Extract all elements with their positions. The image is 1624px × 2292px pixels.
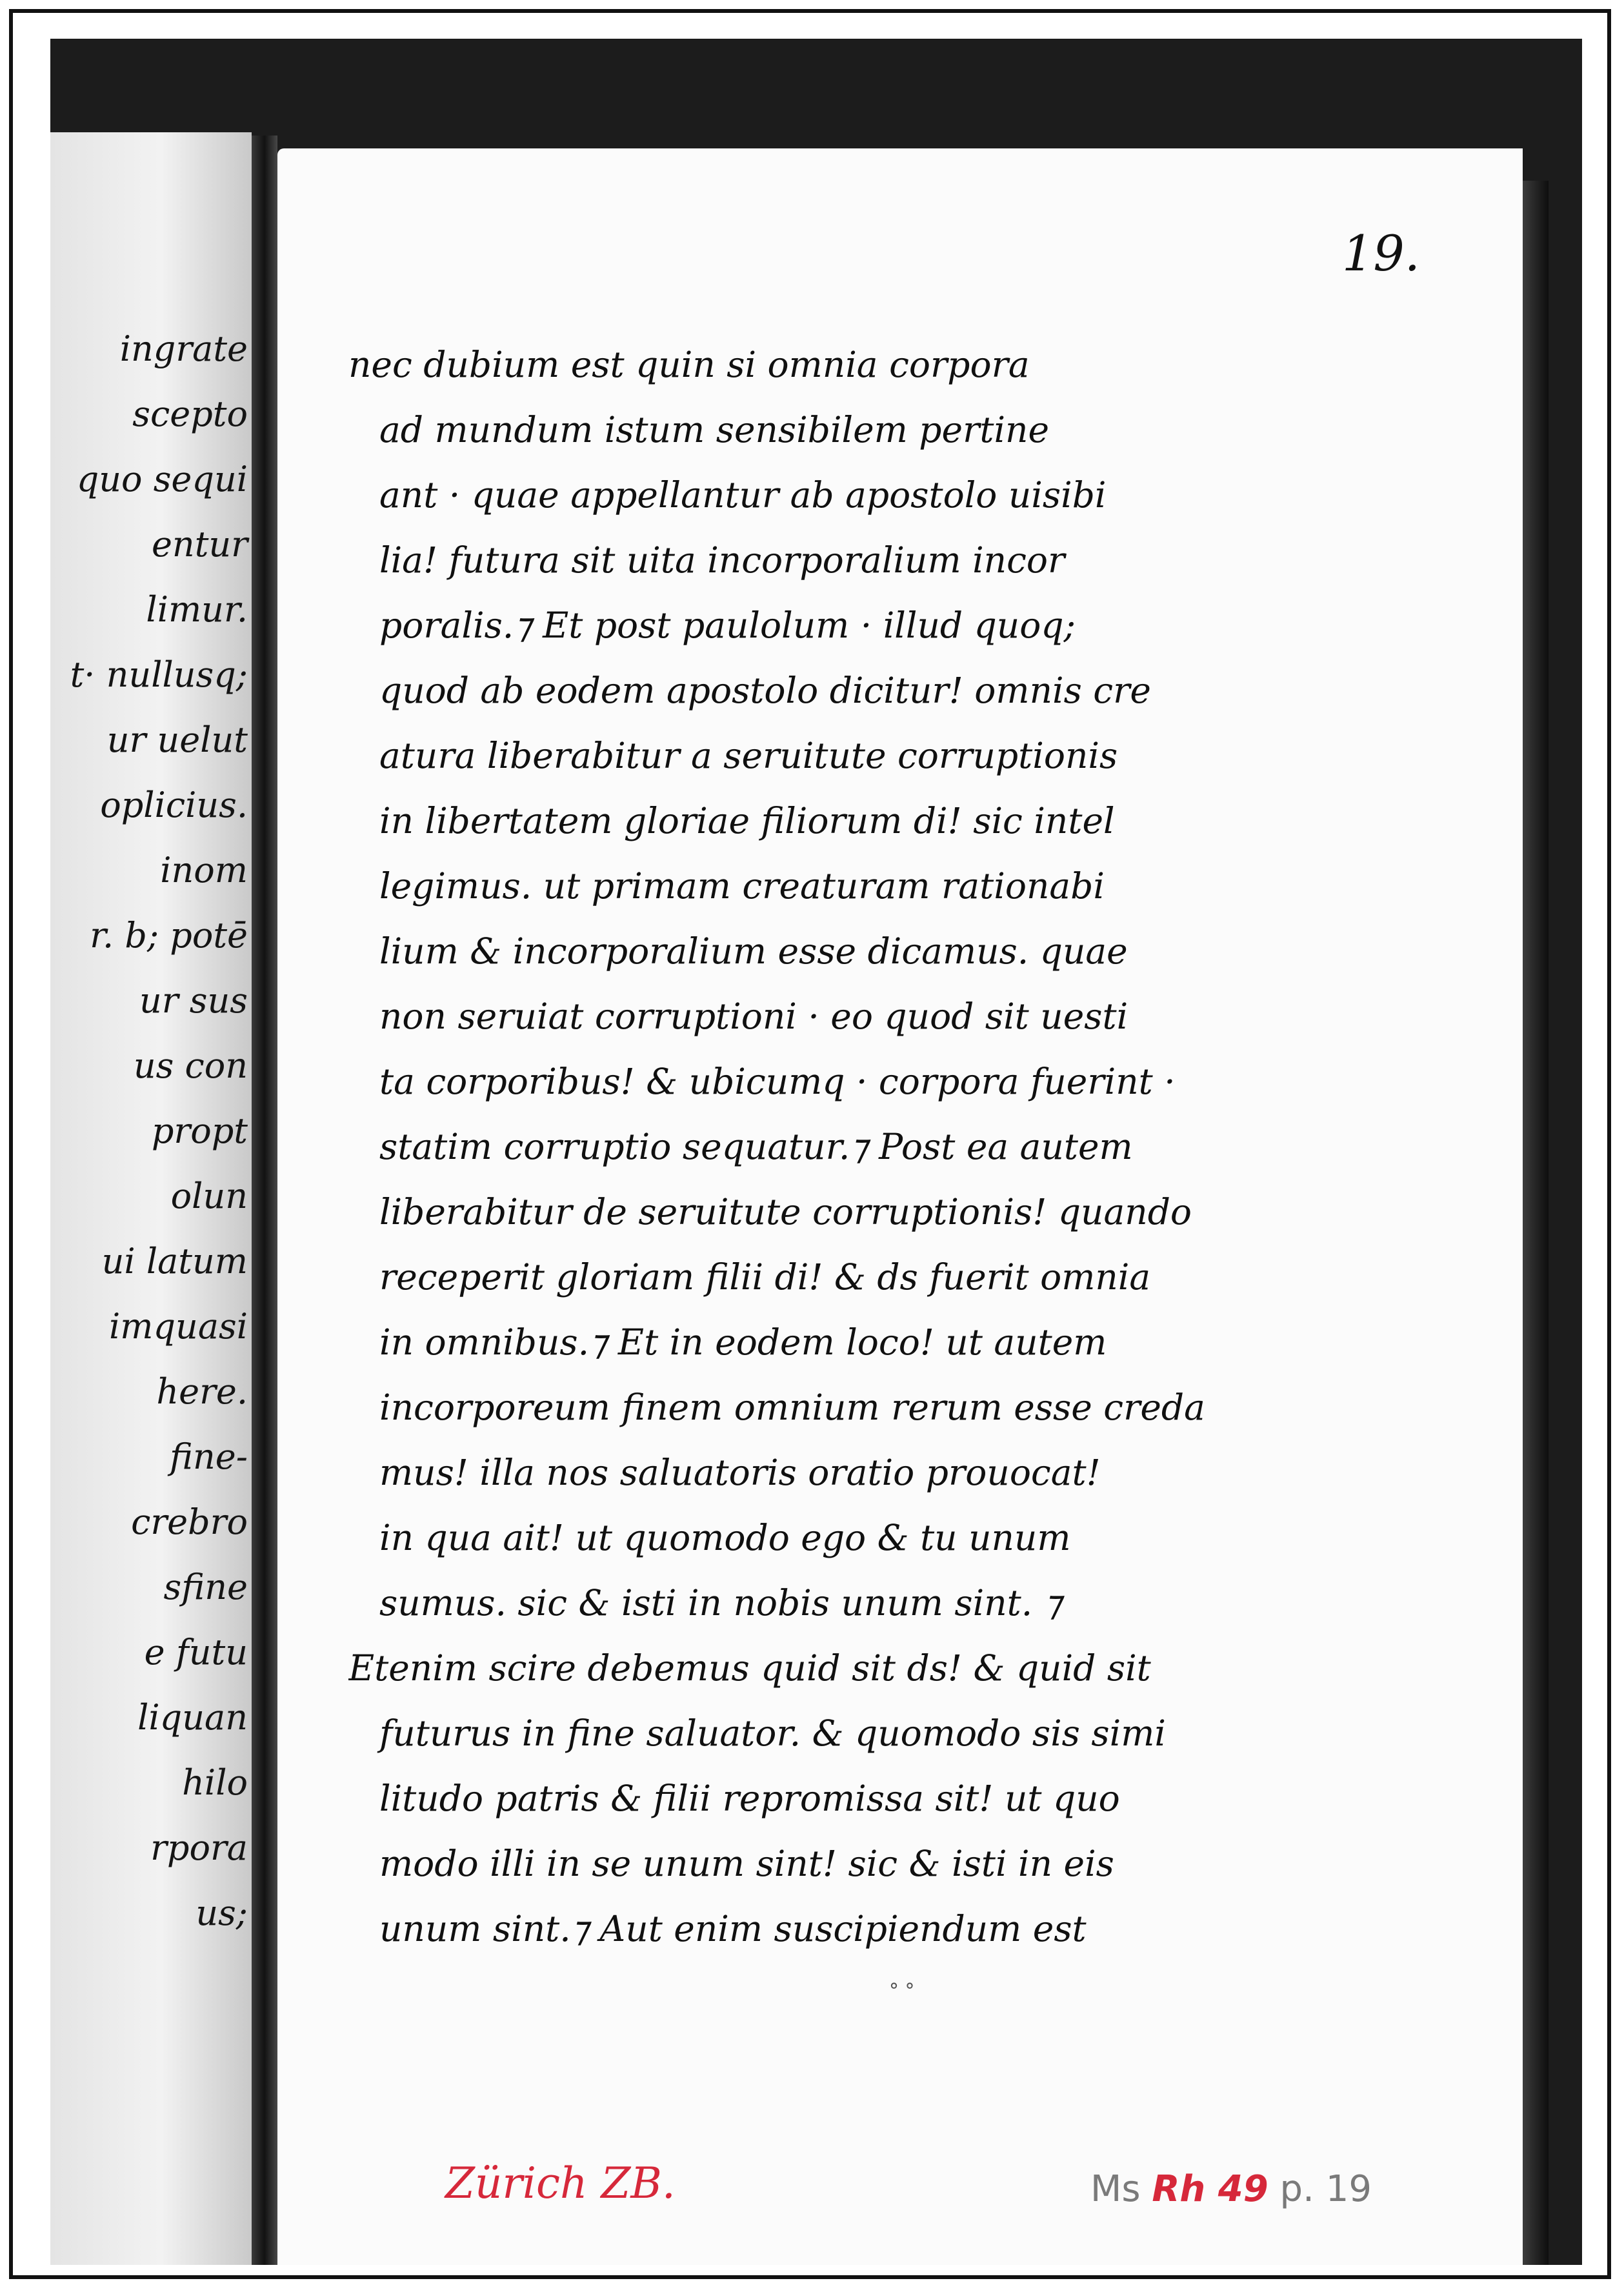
- text-line: unum sint.⁊ Aut enim suscipiendum est: [379, 1908, 1087, 1949]
- folio-number: 19.: [1342, 225, 1420, 282]
- text-line: in omnibus.⁊ Et in eodem loco! ut autem: [379, 1322, 1107, 1363]
- facing-line: liquan: [137, 1697, 248, 1738]
- facing-line: limur.: [146, 589, 248, 630]
- text-line: receperit gloriam filii di! & ds fuerit omnia: [379, 1256, 1151, 1298]
- facing-line: here.: [156, 1371, 248, 1412]
- library-stamp: Zürich ZB.: [445, 2158, 676, 2208]
- text-line: lia! futura sit uita incorporalium incor: [379, 539, 1065, 581]
- facing-line: propt: [151, 1111, 248, 1151]
- text-line: ad mundum istum sensibilem pertine: [379, 409, 1050, 450]
- facing-line: sfine: [163, 1567, 248, 1607]
- text-line: atura liberabitur a seruitute corruptionis: [379, 735, 1118, 776]
- text-line: ta corporibus! & ubicumq · corpora fuerint ·: [379, 1061, 1176, 1102]
- text-line: mus! illa nos saluatoris oratio prouocat!: [379, 1452, 1101, 1493]
- text-line: in qua ait! ut quomodo ego & tu unum: [379, 1517, 1071, 1558]
- facing-line: crebro: [131, 1502, 248, 1542]
- facing-line: scepto: [132, 394, 248, 434]
- text-line: sumus. sic & isti in nobis unum sint. ⁊: [379, 1582, 1062, 1624]
- facing-line: t· nullusq;: [70, 654, 248, 695]
- text-line: nec dubium est quin si omnia corpora: [348, 344, 1030, 385]
- text-line: non seruiat corruptioni · eo quod sit uesti: [379, 996, 1128, 1037]
- facing-line: e futu: [144, 1632, 248, 1673]
- facing-line: imquasi: [109, 1306, 248, 1347]
- page-edge-right: [1523, 181, 1549, 2265]
- facing-line: us;: [195, 1893, 248, 1933]
- facing-line: hilo: [182, 1762, 248, 1803]
- text-line: incorporeum finem omnium rerum esse creda: [379, 1387, 1205, 1428]
- facing-line: quo sequi: [76, 459, 248, 499]
- shelfmark-prefix: Ms: [1090, 2168, 1141, 2210]
- shelfmark-mark: Rh 49: [1152, 2168, 1268, 2210]
- manuscript-text: [348, 332, 1303, 1962]
- facing-line: oplicius.: [100, 785, 248, 825]
- text-line: futurus in fine saluator. & quomodo sis simi: [379, 1713, 1166, 1754]
- facing-line: entur: [151, 524, 248, 565]
- facing-line: rpora: [150, 1827, 248, 1868]
- facing-line: inom: [160, 850, 248, 890]
- text-line: statim corruptio sequatur.⁊ Post ea autem: [379, 1126, 1133, 1167]
- text-line: quod ab eodem apostolo dicitur! omnis cre: [379, 670, 1151, 711]
- facing-line: ur sus: [139, 980, 248, 1021]
- text-line: in libertatem gloriae filiorum di! sic intel: [379, 800, 1115, 841]
- facing-line: r. b; potē: [90, 915, 248, 956]
- facing-line: ur uelut: [106, 719, 248, 760]
- stray-marks: ° °: [889, 1980, 915, 2002]
- facing-page-text: [39, 316, 252, 1945]
- shelfmark-page: p. 19: [1279, 2168, 1372, 2210]
- text-line: liberabitur de seruitute corruptionis! quando: [379, 1191, 1192, 1232]
- text-line: poralis.⁊ Et post paulolum · illud quoq;: [379, 605, 1076, 646]
- text-line: litudo patris & filii repromissa sit! ut quo: [379, 1778, 1120, 1819]
- facing-line: ui latum: [101, 1241, 248, 1282]
- text-line: ant · quae appellantur ab apostolo uisibi: [379, 474, 1107, 516]
- text-line: Etenim scire debemus quid sit ds! & quid sit: [348, 1647, 1151, 1689]
- facing-line: ingrate: [119, 328, 248, 369]
- text-line: legimus. ut primam creaturam rationabi: [379, 865, 1105, 907]
- text-line: lium & incorporalium esse dicamus. quae: [379, 930, 1128, 972]
- text-line: modo illi in se unum sint! sic & isti in eis: [379, 1843, 1114, 1884]
- facing-line: us con: [133, 1045, 248, 1086]
- facing-line: fine-: [170, 1436, 248, 1477]
- book-gutter: [252, 136, 277, 2265]
- facing-line: olun: [170, 1176, 248, 1216]
- shelfmark: [1090, 2168, 1372, 2210]
